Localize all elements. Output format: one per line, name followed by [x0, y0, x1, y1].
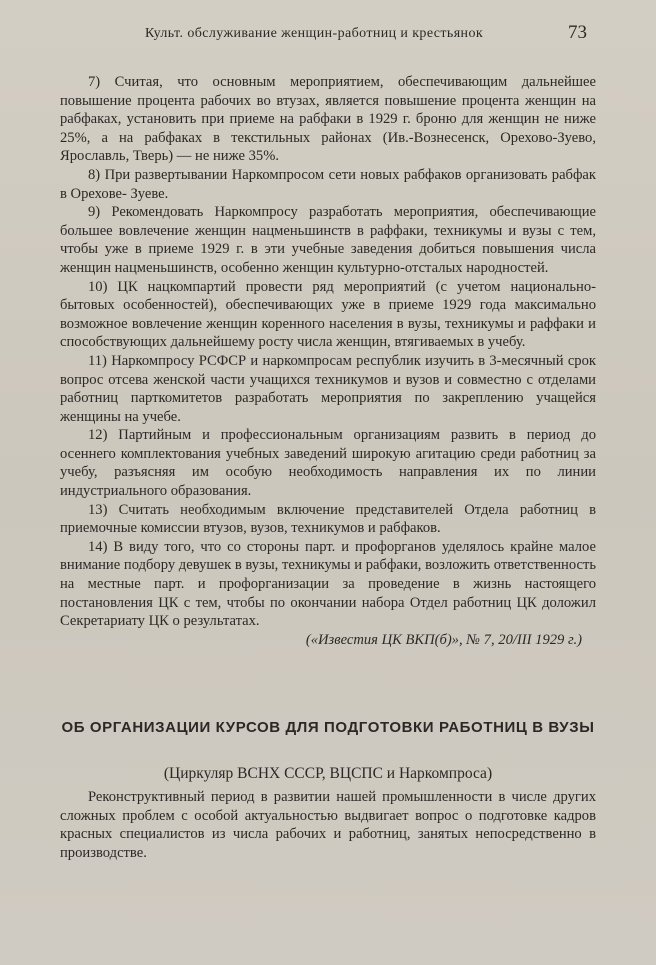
resolution-body — [60, 73, 596, 649]
paragraph-12: 12) Партийным и профессиональным организациям развить в период до осеннего комплектования учебных заведений широкую агитацию среди работниц за учебу, разъясняя им особую необходимость направления их по линии индустриального образования. — [60, 427, 596, 500]
paragraph-9: 9) Рекомендовать Наркомпросу разработать мероприятия, обеспечивающие большее вовлечение женщин нацменьшинств в раффаки, техникумы и вузы с тем, чтобы уже в приеме 1929 г. в эти учебные заведения добиться повышения числа женщин нацменьшинств, особенно женщин культурно-отсталых народностей. — [60, 204, 596, 276]
paragraph-11: 11) Наркомпросу РСФСР и наркомпросам республик изучить в 3-месячный срок вопрос отсева женской части учащихся техникумов и вузов и совместно с отделами работниц парткомитетов разработать мероприятия по закреплению учащейся женщины на учебе. — [60, 352, 596, 425]
section-intro-paragraph: Реконструктивный период в развитии нашей промышленности в числе других сложных проблем с особой актуальностью выдвигает вопрос о подготовке кадров красных специалистов из числа рабочих и работниц, занятых непосредственно в производстве. — [60, 789, 596, 861]
page-number: 73 — [568, 22, 587, 43]
running-header-title: Культ. обслуживание женщин-работниц и крестьянок — [144, 26, 484, 41]
section-body — [60, 788, 596, 862]
section-heading: ОБ ОРГАНИЗАЦИИ КУРСОВ ДЛЯ ПОДГОТОВКИ РАБОТНИЦ В ВУЗЫ — [61, 719, 595, 736]
source-citation: («Известия ЦК ВКП(б)», № 7, 20/III 1929 г.) — [305, 631, 582, 648]
paragraph-14: 14) В виду того, что со стороны парт. и профорганов уделялось крайне малое внимание подбору девушек в вузы, техникумы и рабфаки, возложить ответственность на местные парт. и профорганизации за проведение в жизнь настоящего постановления ЦК с тем, чтобы по окончании набора Отдел работниц ЦК доложил Секретариату ЦК о результатах. — [60, 538, 596, 630]
paragraph-10: 10) ЦК нацкомпартий провести ряд мероприятий (с учетом национально-бытовых особенностей), обеспечивающих уже в приеме 1929 года максимально возможное вовлечение женщин коренного населения в вузы, техникумы и раффаки и способствующих дальнейшему росту числа женщин, втягиваемых в учебу. — [60, 278, 596, 351]
paragraph-7: 7) Считая, что основным мероприятием, обеспечивающим дальнейшее повышение процента рабочих во втузах, является повышение процента женщин на рабфаках, установить при приеме на рабфаки в 1929 г. броню для женщин не ниже 25%, а на рабфаках в текстильных районах (Ив.-Вознесенск, Орехово-Зуево, Ярославль, Тверь) — не ниже 35%. — [60, 74, 596, 165]
section-subtitle: (Циркуляр ВСНХ СССР, ВЦСПС и Наркомпроса) — [163, 765, 493, 782]
paragraph-8: 8) При развертывании Наркомпросом сети новых рабфаков организовать рабфак в Орехове- Зуеве. — [60, 166, 596, 202]
paragraph-13: 13) Считать необходимым включение представителей Отдела работниц в приемочные комиссии втузов, вузов, техникумов и рабфаков. — [60, 501, 596, 537]
running-header — [0, 22, 656, 46]
